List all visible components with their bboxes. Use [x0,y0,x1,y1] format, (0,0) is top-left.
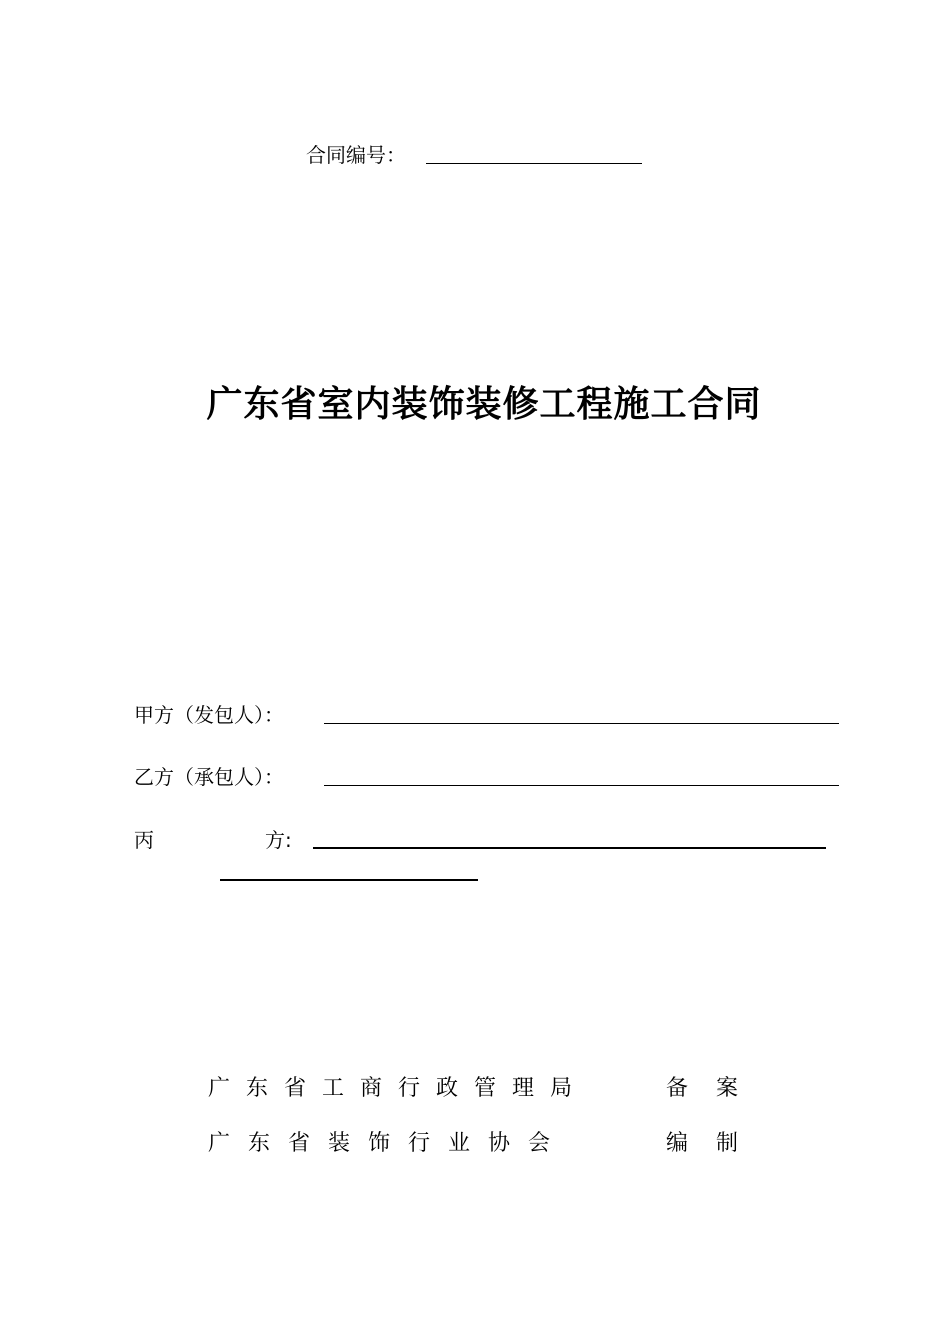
footer-registrar: 广东省工商行政管理局 [208,1076,589,1101]
party-a-label: 甲方（发包人）： [134,703,284,727]
party-c-label-second: 方: [265,828,292,852]
party-c-label-first: 丙 [134,828,154,852]
party-c-blank-continued [220,879,478,881]
party-b-label: 乙方（承包人）： [134,765,284,789]
party-b-blank [324,785,839,786]
footer-compiler: 广东省装饰行业协会 [208,1131,569,1156]
footer-compiler-action: 编制 [666,1131,767,1156]
party-c-blank [313,847,826,849]
footer-registrar-action: 备案 [666,1076,767,1101]
party-a-blank [324,723,839,724]
contract-number-label: 合同编号： [306,143,406,167]
contract-number-blank [426,163,642,164]
document-title: 广东省室内装饰装修工程施工合同 [206,384,762,425]
